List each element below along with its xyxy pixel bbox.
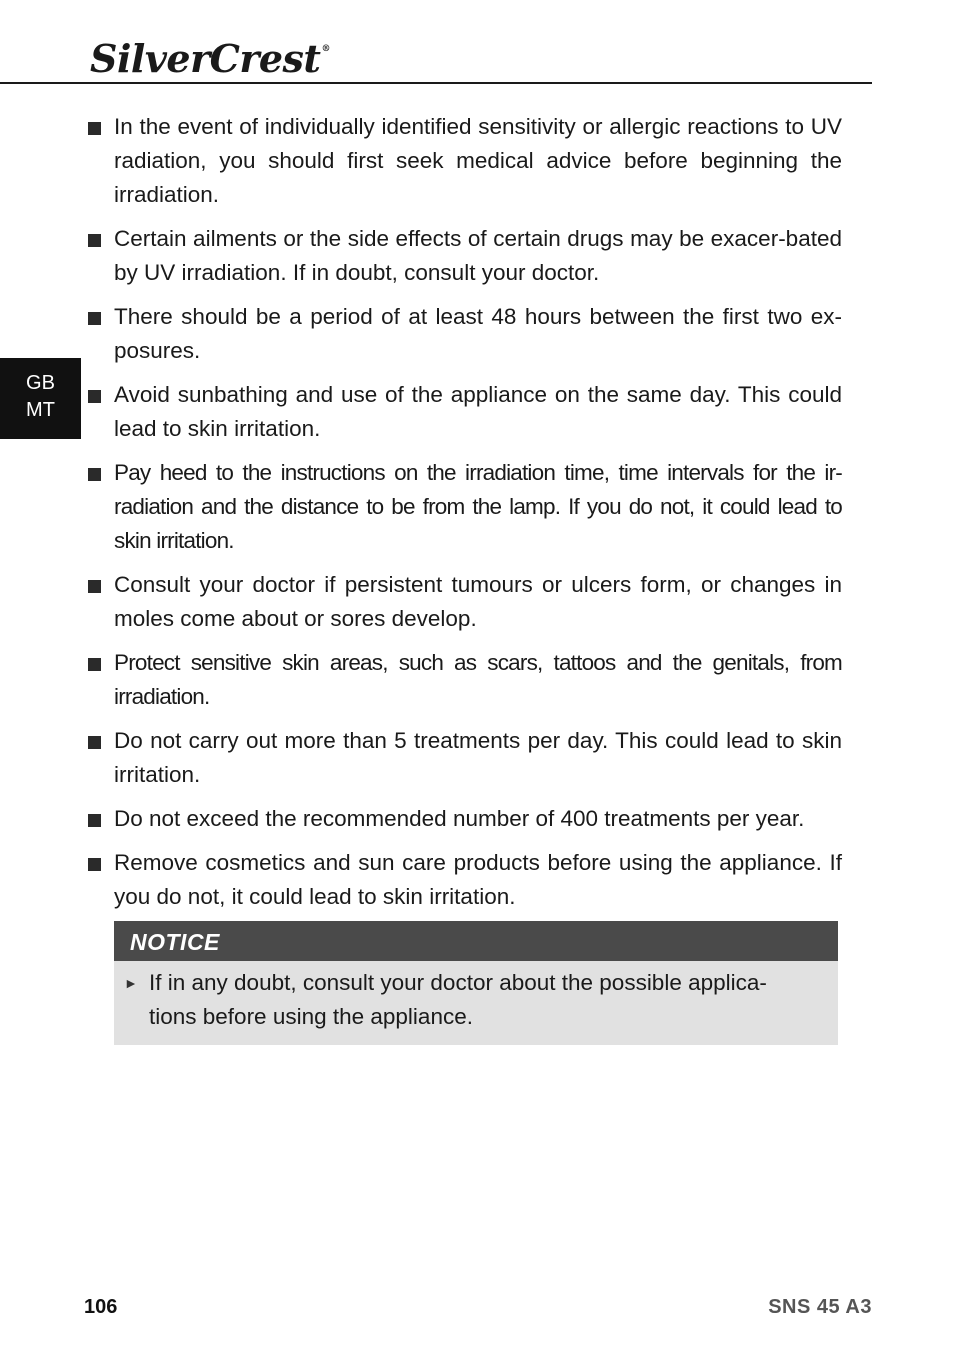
square-bullet-icon	[88, 234, 101, 247]
notice-title: NOTICE	[114, 921, 838, 961]
list-item: In the event of individually identified sensitivity or allergic reactions to UV radiation, you should first seek medical advice before beginning the irradiation.	[86, 110, 842, 212]
bullet-list	[86, 110, 842, 914]
brand-name: SilverCrest	[90, 36, 321, 81]
registered-mark: ®	[321, 44, 330, 54]
model-number: SNS 45 A3	[768, 1296, 872, 1318]
list-item: Remove cosmetics and sun care products before using the appliance. If you do not, it could lead to skin irritation.	[86, 846, 842, 914]
notice-box	[114, 921, 838, 1045]
list-item: Protect sensitive skin areas, such as scars, tattoos and the genitals, from irradiation.	[86, 646, 842, 714]
list-item: Do not exceed the recommended number of 400 treatments per year.	[86, 802, 842, 836]
page-number: 106	[84, 1296, 118, 1318]
square-bullet-icon	[88, 858, 101, 871]
square-bullet-icon	[88, 658, 101, 671]
header-rule	[0, 82, 872, 84]
safety-instructions	[86, 110, 842, 924]
square-bullet-icon	[88, 814, 101, 827]
language-code-gb: GB	[26, 372, 55, 394]
language-code-mt: MT	[26, 399, 55, 421]
square-bullet-icon	[88, 312, 101, 325]
notice-text: If in any doubt, consult your doctor about the possible applica-tions before using the appliance.	[149, 970, 767, 1029]
list-item: Pay heed to the instructions on the irradiation time, time intervals for the ir-radiation and the distance to be from the lamp. If you do not, it could lead to skin irritation.	[86, 456, 842, 558]
list-item: Avoid sunbathing and use of the appliance on the same day. This could lead to skin irritation.	[86, 378, 842, 446]
notice-body	[114, 961, 838, 1034]
list-item: There should be a period of at least 48 hours between the first two ex-posures.	[86, 300, 842, 368]
list-item: Consult your doctor if persistent tumours or ulcers form, or changes in moles come about or sores develop.	[86, 568, 842, 636]
list-item: Certain ailments or the side effects of certain drugs may be exacer-bated by UV irradiation. If in doubt, consult your doctor.	[86, 222, 842, 290]
brand-logo	[90, 36, 330, 81]
square-bullet-icon	[88, 736, 101, 749]
square-bullet-icon	[88, 390, 101, 403]
square-bullet-icon	[88, 580, 101, 593]
square-bullet-icon	[88, 122, 101, 135]
square-bullet-icon	[88, 468, 101, 481]
arrow-right-icon: ►	[124, 975, 138, 991]
list-item: Do not carry out more than 5 treatments per day. This could lead to skin irritation.	[86, 724, 842, 792]
language-tab	[0, 358, 81, 439]
